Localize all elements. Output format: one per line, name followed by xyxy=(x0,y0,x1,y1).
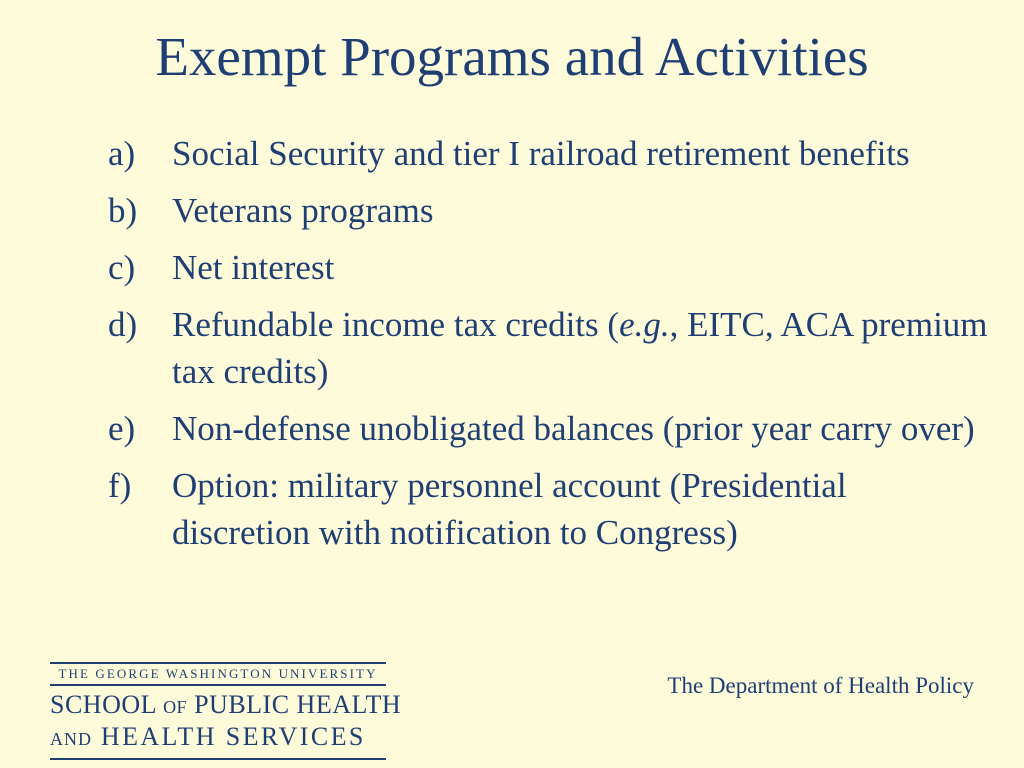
bullet-list xyxy=(108,130,988,566)
logo-public-health: PUBLIC HEALTH xyxy=(194,690,402,719)
list-item-text-after: , EITC, ACA premium tax credits) xyxy=(172,305,988,391)
university-logo xyxy=(50,662,402,760)
logo-school-word: SCHOOL xyxy=(50,690,157,719)
list-item-text: Social Security and tier I railroad retirement benefits xyxy=(172,134,910,173)
list-item-text-before: Refundable income tax credits ( xyxy=(172,305,620,344)
list-item-f xyxy=(108,462,988,556)
list-item-text-italic: e.g. xyxy=(619,305,670,344)
list-marker: d) xyxy=(108,305,138,344)
logo-health-services: HEALTH SERVICES xyxy=(100,722,366,751)
list-item-c xyxy=(108,244,988,291)
logo-of-word: OF xyxy=(163,697,188,717)
logo-and-word: AND xyxy=(50,729,92,749)
logo-divider xyxy=(50,684,386,686)
logo-university-name: THE GEORGE WASHINGTON UNIVERSITY xyxy=(58,666,378,681)
list-item-text: Option: military personnel account (Presidential discretion with notification to Congress) xyxy=(172,466,847,552)
list-item-text: Veterans programs xyxy=(172,191,434,230)
list-item-d xyxy=(108,301,988,395)
list-item-text: Net interest xyxy=(172,248,335,287)
department-name: The Department of Health Policy xyxy=(667,673,974,698)
list-item-b xyxy=(108,187,988,234)
logo-health-services-line xyxy=(50,722,386,754)
list-marker: b) xyxy=(108,191,138,230)
list-item-text: Non-defense unobligated balances (prior year carry over) xyxy=(172,409,975,448)
list-item-e xyxy=(108,405,988,452)
logo-divider xyxy=(50,758,386,760)
slide-title: Exempt Programs and Activities xyxy=(155,26,869,87)
list-item-a xyxy=(108,130,988,177)
list-marker: e) xyxy=(108,409,136,448)
list-marker: c) xyxy=(108,248,136,287)
list-marker: f) xyxy=(108,466,132,505)
list-marker: a) xyxy=(108,134,136,173)
logo-school-line xyxy=(50,690,402,722)
